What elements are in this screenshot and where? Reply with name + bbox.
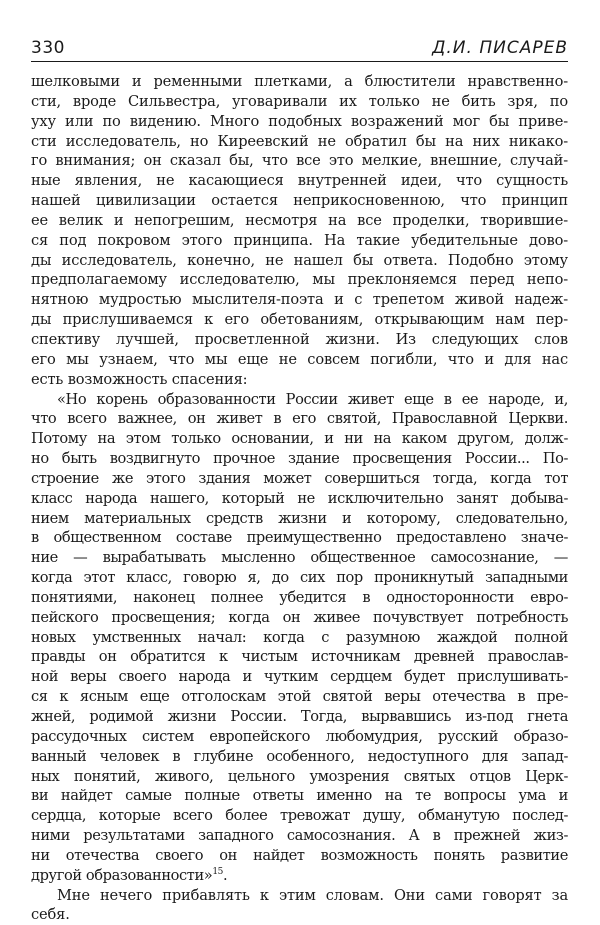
text-line: ные явления, не касающиеся внутренней идеи, что сущность (31, 172, 568, 190)
quote-line: в общественном составе преимущественно предоставлено значе- (31, 529, 568, 547)
text-line: сти, вроде Сильвестра, уговаривали их только не бить зря, по (31, 92, 568, 110)
text-line: уху или по видению. Много подобных возражений мог бы приве- (31, 112, 568, 130)
text-line: ды исследователь, конечно, не нашел бы ответа. Подобно этому (31, 251, 568, 269)
text-line: нятною мудростью мыслителя-поэта и с трепетом живой надеж- (31, 291, 568, 309)
paragraph-1 (31, 72, 568, 390)
quote-line: класс народа нашего, который не исключительно занят добыва- (31, 489, 568, 507)
quote-line: ни отечества своего он найдет возможность понять развитие (31, 846, 568, 864)
text-line: ды прислушиваемся к его обетованиям, открывающим нам пер- (31, 311, 568, 329)
quotation (31, 390, 568, 886)
quote-line: Потому на этом только основании, и ни на каком другом, долж- (31, 430, 568, 448)
text-line: Мне нечего прибавлять к этим словам. Они сами говорят за (57, 886, 568, 904)
body-text (31, 72, 568, 925)
text-line: его мы узнаем, что мы еще не совсем погибли, что и для нас (31, 350, 568, 368)
book-page (31, 34, 568, 925)
page-number: 330 (31, 38, 65, 58)
text-line: предполагаемому исследователю, мы преклоняемся перед непо- (31, 271, 568, 289)
quote-line: ви найдет самые полные ответы именно на те вопросы ума и (31, 787, 568, 805)
text-line: себя. (31, 906, 70, 924)
text-line: ся под покровом этого принципа. На такие убедительные дово- (31, 231, 568, 249)
quote-line: ся к ясным еще отголоскам этой святой веры отечества в пре- (31, 688, 568, 706)
quote-line: правды он обратится к чистым источникам древней православ- (31, 648, 568, 666)
page-header (31, 34, 568, 62)
quote-line: жней, родимой жизни России. Тогда, вырвавшись из-под гнета (31, 708, 568, 725)
quote-line: ние — вырабатывать мысленно общественное самосознание, — (31, 549, 568, 567)
quote-line: когда этот класс, говорю я, до сих пор проникнутый западными (31, 569, 568, 587)
running-head: Д.И. ПИСАРЕВ (432, 38, 568, 58)
text-line: есть возможность спасения: (31, 370, 248, 388)
quote-line: сердца, которые всего более тревожат душу, обманутую послед- (31, 807, 568, 825)
quote-line: рассудочных систем европейского любомудрия, русский образо- (31, 727, 568, 745)
footnote-ref[interactable]: 15 (212, 866, 223, 877)
quote-line: новых умственных начал: когда с разумною жаждой полной (31, 628, 568, 646)
text-line: го внимания; он сказал бы, что все это мелкие, внешние, случай- (31, 152, 568, 170)
quote-line: что всего важнее, он живет в его святой, Православной Церкви. (31, 410, 568, 428)
quote-final-text: другой образованности» (31, 866, 213, 884)
text-line: шелковыми и ременными плетками, а блюстители нравственно- (31, 73, 568, 90)
paragraph-2 (31, 886, 568, 925)
quote-line: нием материальных средств жизни и которому, следовательно, (31, 509, 568, 527)
quote-line: строение же этого здания может совершиться тогда, когда тот (31, 469, 568, 487)
quote-line: ных понятий, живого, цельного умозрения святых отцов Церк- (31, 767, 568, 785)
quote-line: но быть воздвигнуто прочное здание просвещения России... По- (31, 450, 568, 468)
quote-line: ними результатами западного самосознания. А в прежней жиз- (31, 827, 568, 845)
text-line: нашей цивилизации остается неприкосновенною, что принцип (31, 192, 568, 210)
quote-line: пейского просвещения; когда он живее почувствует потребность (31, 608, 568, 626)
quote-line: ной веры своего народа и чутким сердцем будет прислушивать- (31, 668, 568, 686)
quote-final-line: другой образованности»$^{15}$. (31, 866, 228, 884)
text-line: ее велик и непогрешим, несмотря на все проделки, творившие- (31, 211, 568, 229)
quote-line: «Но корень образованности России живет еще в ее народе, и, (57, 390, 568, 408)
quote-line: понятиями, наконец полнее убедится в односторонности евро- (31, 588, 568, 606)
text-line: сти исследователь, но Киреевский не обратил бы на них никако- (31, 132, 568, 150)
quote-line: ванный человек в глубине особенного, недоступного для запад- (31, 747, 568, 765)
text-line: спективу лучшей, просветленной жизни. Из следующих слов (31, 330, 568, 348)
